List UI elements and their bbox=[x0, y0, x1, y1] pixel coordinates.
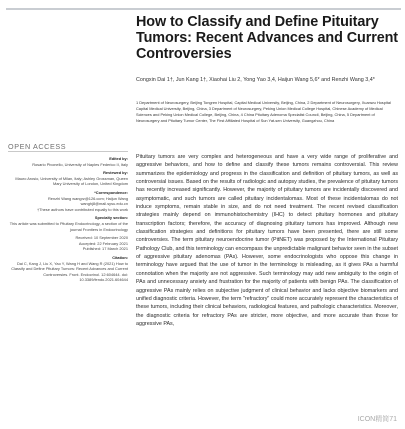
specialty-label: Specialty section: bbox=[94, 215, 128, 221]
reviewed-by-text: Mauro Arosio, University of Milan, Italy; Ashley Grossman, Queen Mary University of London, United Kingdom bbox=[15, 175, 128, 187]
affiliations: 1 Department of Neurosurgery, Beijing Tongren Hospital, Capital Medical University, Beijing, China, 2 Department of Neurosurgery, Xuanwu Hospital Capital Medical University, Beijing, China, 3 Department of Neurosurgery, Peking Union Medical College Hospital, Chinese Academy of Medical Sciences and Peking Union Medical College, Beijing, China, 4 China Pituitary Adenoma Specialist Council, Beijing, China, 5 Department of Neurosurgery and Pituitary Tumor Center, The First Affiliated Hospital of Sun Yat-sen University, Guangzhou, China bbox=[136, 100, 391, 123]
received-date: Received: 10 September 2020 bbox=[75, 235, 128, 241]
open-access-label: OPEN ACCESS bbox=[8, 142, 67, 151]
sidebar-divider bbox=[8, 151, 128, 152]
article-info-sidebar bbox=[8, 156, 128, 286]
citation-text: Dai C, Kang J, Liu X, Yao Y, Wang H and Wang R (2021) How to Classify and Define Pituitary Tumors: Recent Advances and Current Controversies. Front. Endocrinol. 12:604644. doi: 10.3389/fendo.2021.604644 bbox=[11, 260, 128, 283]
citation-label: Citation: bbox=[112, 254, 128, 260]
dates bbox=[8, 235, 128, 252]
header-rule bbox=[6, 8, 401, 10]
abstract bbox=[136, 153, 398, 328]
citation bbox=[8, 255, 128, 283]
correspondence bbox=[8, 190, 128, 212]
edited-by-label: Edited by: bbox=[109, 156, 128, 161]
reviewed-by bbox=[8, 170, 128, 187]
reviewed-by-label: Reviewed by: bbox=[103, 170, 128, 176]
accepted-date: Accepted: 22 February 2021 bbox=[78, 240, 128, 246]
correspondence-text[interactable]: Renzhi Wang wangrz@126.com; Haijun Wang wanghj8@mail.sysu.edu.cn bbox=[48, 195, 128, 207]
author-list: Congxin Dai 1†, Jun Kang 1†, Xiaohai Liu 2, Yong Yao 3,4, Haijun Wang 5,6* and Renzhi Wang 3,4* bbox=[136, 77, 375, 83]
edited-by bbox=[8, 156, 128, 167]
equal-contribution-note: †These authors have contributed equally to this work bbox=[36, 206, 128, 212]
abstract-text: Pituitary tumors are very complex and heterogeneous and have a very wide range of proliferative and aggressive behaviors, and how to define and classify these tumors remains controversial. This review summarizes the epidemiology and progress in the classification and definition of pituitary tumors, as well as controversial issues. Based on the results of radiologic and autopsy studies, the prevalence of pituitary tumors has recently increased significantly. However, the majority of pituitary tumors are incidentally discovered and asymptomatic, and such tumors are called pituitary incidentalomas. Most of these incidentalomas do not induce symptoms, remain stable in size, and do not need treatment. The recent revised classification strategies mainly depend on immunohistochemistry (IHC) to detect pituitary hormones and pituitary transcription factors; therefore, the accuracy of diagnosing pituitary tumors has improved. Although new classification strategies and definitions for pituitary tumors have been presented, there are still some controversies. The term pituitary neuroendocrine tumor (PitNET) was proposed by the International Pituitary Pathology Club, and this terminology can encompass the unpredictable malignant behavior seen in the subset of aggressive pituitary adenomas (PAs). However, some endocrinologists who oppose this change in terminology have argued that the use of tumor in the terminology is misleading, as it gives PAs a harmful connotation when the majority are not aggressive. Such terminology may add new ambiguity to the origin of PAs and unnecessary anxiety and frustration for the majority of patients with benign PAs. The classification of aggressive PAs mainly relies on subjective judgment of clinical behavior and lacks objective biomarkers and unified diagnostic criteria. However, the term "refractory" could more accurately represent the characteristics of these tumors, including their clinical behaviors, radiological features, and pathologic characteristics. Moreover, the diagnostic criteria for refractory PAs are stricter, more objective, and more accurate than those for aggressive PAs, bbox=[136, 154, 398, 327]
watermark: ICON精简71 bbox=[357, 416, 397, 423]
correspondence-label: *Correspondence: bbox=[94, 189, 128, 195]
article-title: How to Classify and Define Pituitary Tumors: Recent Advances and Current Controversies bbox=[136, 14, 398, 63]
specialty-text: This article was submitted to Pituitary Endocrinology, a section of the journal Frontiers in Endocrinology bbox=[9, 220, 128, 232]
edited-by-text: Rosario Pivonello, University of Naples Federico II, Italy bbox=[32, 161, 128, 167]
specialty-section bbox=[8, 215, 128, 232]
published-date: Published: 17 March 2021 bbox=[82, 246, 128, 252]
